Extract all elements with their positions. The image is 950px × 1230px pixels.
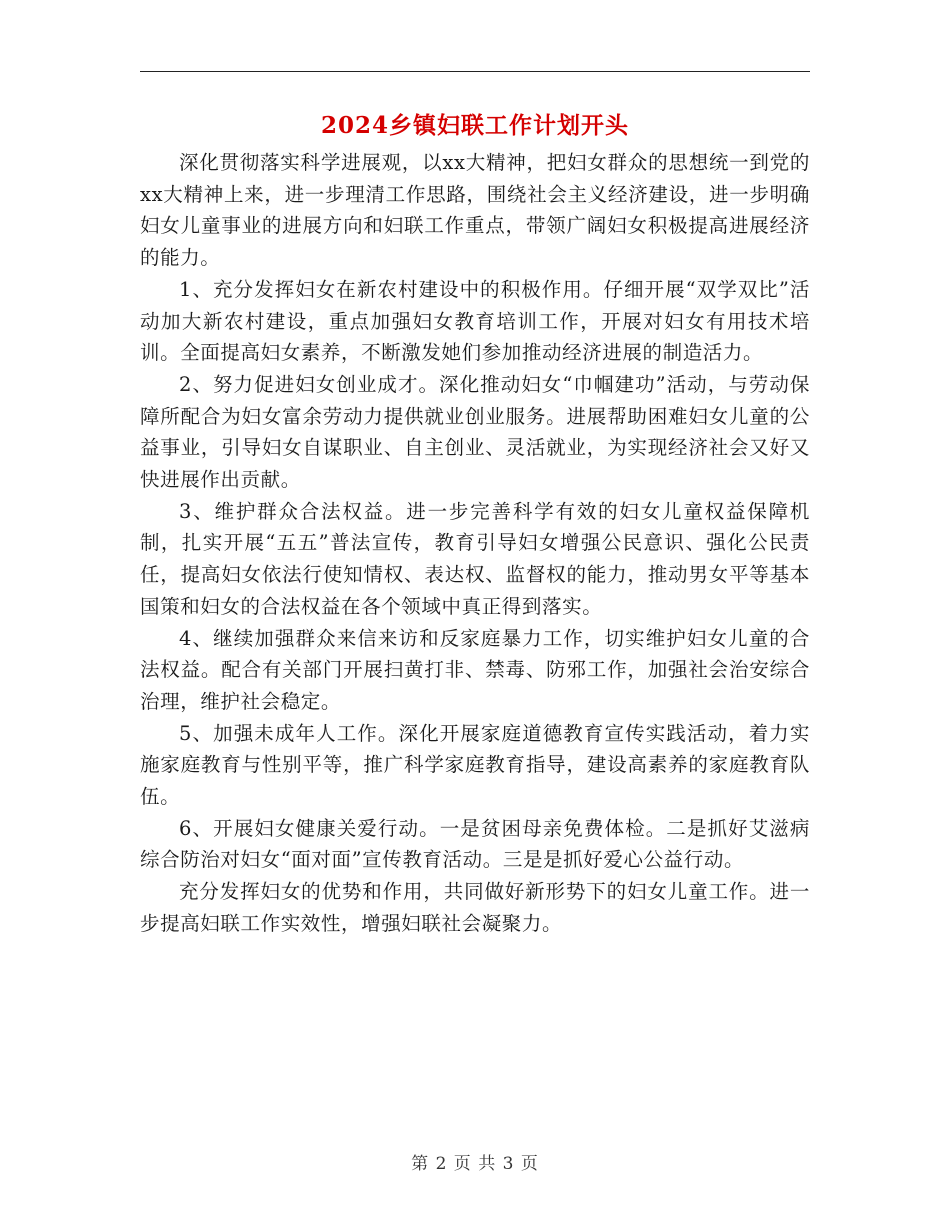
item-paragraph-2: 2、努力促进妇女创业成才。深化推动妇女“巾帼建功”活动，与劳动保障所配合为妇女富余劳动力提供就业创业服务。进展帮助困难妇女儿童的公益事业，引导妇女自谋职业、自主创业、灵活就业，为实现经济社会又好又快进展作出贡献。 [140,372,810,492]
item-paragraph-1: 1、充分发挥妇女在新农村建设中的积极作用。仔细开展“双学双比”活动加大新农村建设，重点加强妇女教育培训工作，开展对妇女有用技术培训。全面提高妇女素养，不断激发她们参加推动经济进展的制造活力。 [140,277,810,365]
item-paragraph-6: 6、开展妇女健康关爱行动。一是贫困母亲免费体检。二是抓好艾滋病综合防治对妇女“面对面”宣传教育活动。三是是抓好爱心公益行动。 [140,816,810,872]
item-paragraph-3: 3、维护群众合法权益。进一步完善科学有效的妇女儿童权益保障机制，扎实开展“五五”普法宣传，教育引导妇女增强公民意识、强化公民责任，提高妇女依法行使知情权、表达权、监督权的能力，推动男女平等基本国策和妇女的合法权益在各个领域中真正得到落实。 [140,499,810,618]
item-paragraph-4: 4、继续加强群众来信来访和反家庭暴力工作，切实维护妇女儿童的合法权益。配合有关部门开展扫黄打非、禁毒、防邪工作，加强社会治安综合治理，维护社会稳定。 [140,626,810,713]
document-title: 2024乡镇妇联工作计划开头 [320,112,629,139]
item-paragraph-5: 5、加强未成年人工作。深化开展家庭道德教育宣传实践活动，着力实施家庭教育与性别平等，推广科学家庭教育指导，建设高素养的家庭教育队伍。 [140,721,810,809]
closing-paragraph: 充分发挥妇女的优势和作用，共同做好新形势下的妇女儿童工作。进一步提高妇联工作实效性，增强妇联社会凝聚力。 [140,880,810,935]
intro-paragraph: 深化贯彻落实科学进展观，以xx大精神，把妇女群众的思想统一到党的xx大精神上来，进一步理清工作思路，围绕社会主义经济建设，进一步明确妇女儿童事业的进展方向和妇联工作重点，带领广阔妇女积极提高进展经济的能力。 [140,151,810,270]
header-rule [140,71,810,72]
document-body [140,147,810,940]
page-number-footer: 第 2 页 共 3 页 [411,1154,539,1174]
